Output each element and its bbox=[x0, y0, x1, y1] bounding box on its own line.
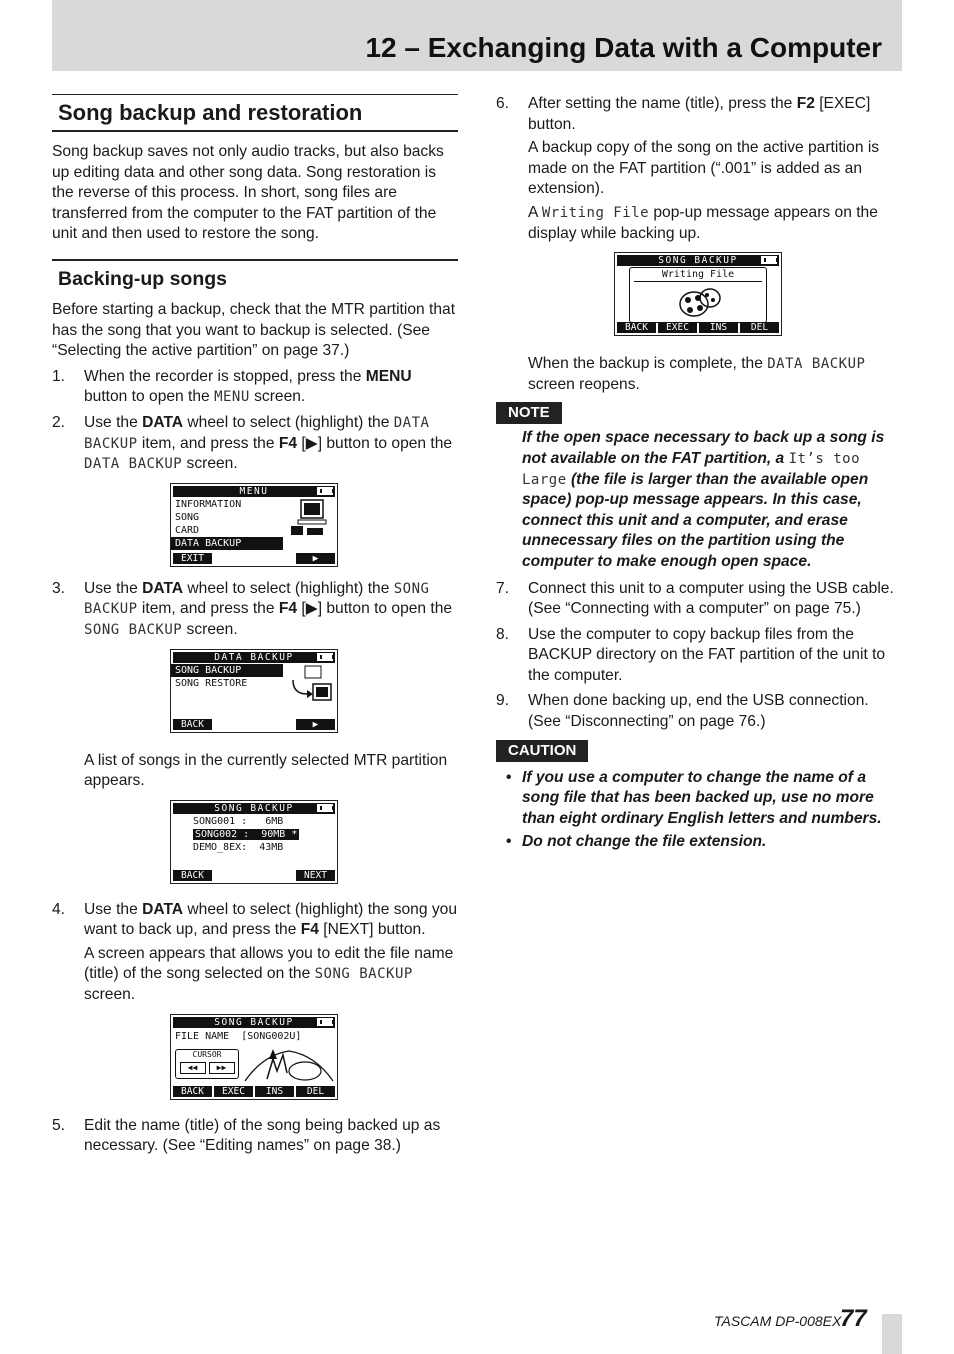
right-column bbox=[496, 94, 902, 856]
step-3 bbox=[52, 579, 458, 884]
step-number: 4. bbox=[52, 900, 66, 918]
step-note: A list of songs in the currently selected MTR partition appears. bbox=[84, 751, 448, 790]
key-name: DATA bbox=[142, 413, 184, 431]
lcd-term: DATA BACKUP bbox=[84, 414, 430, 452]
note-label: NOTE bbox=[496, 402, 562, 424]
screen-item-highlighted: DATA BACKUP bbox=[171, 537, 283, 550]
lcd-term: DATA BACKUP bbox=[84, 456, 183, 473]
screen-item-highlighted: SONG BACKUP bbox=[171, 664, 283, 677]
text: If the open space necessary to back up a song is not available on the FAT partition, a bbox=[522, 429, 885, 467]
fkey-back: BACK bbox=[173, 719, 212, 730]
battery-icon bbox=[761, 256, 777, 264]
fast-forward-icon: ▶▶ bbox=[209, 1062, 235, 1074]
page-number: 77 bbox=[840, 1305, 867, 1332]
caution-label: CAUTION bbox=[496, 740, 588, 762]
file-name-screen bbox=[170, 1014, 338, 1100]
step-text: Use the computer to copy backup files from the BACKUP directory on the FAT partition of the unit to the computer. bbox=[528, 625, 886, 684]
screen-titlebar bbox=[173, 486, 335, 497]
song-list-screen bbox=[170, 800, 338, 884]
step-number: 9. bbox=[496, 692, 510, 710]
lcd-term: SONG BACKUP bbox=[84, 621, 183, 638]
text: button to open the bbox=[84, 388, 215, 406]
step-number: 7. bbox=[496, 579, 510, 597]
fkey-ins: INS bbox=[699, 322, 738, 333]
battery-icon bbox=[317, 487, 333, 495]
fkey-blank bbox=[255, 553, 294, 564]
text: screen. bbox=[249, 388, 306, 406]
battery-icon bbox=[317, 653, 333, 661]
screen-item: INFORMATION bbox=[175, 498, 242, 510]
screen-list bbox=[171, 815, 337, 854]
fkey-back: BACK bbox=[617, 322, 656, 333]
text: pop-up message appears on the display while backing up. bbox=[528, 203, 878, 242]
text: wheel to select (highlight) the bbox=[183, 579, 394, 597]
text: [▶] button to open the bbox=[297, 434, 453, 452]
text: Use the bbox=[84, 900, 143, 918]
backup-transfer-icon bbox=[287, 664, 335, 706]
screen-list bbox=[171, 664, 283, 690]
lcd-term: It’s too Large bbox=[522, 450, 860, 488]
left-column bbox=[52, 94, 458, 1160]
fkey-next-arrow: ▶ bbox=[296, 719, 335, 730]
text: wheel to select (highlight) the bbox=[183, 413, 394, 431]
text: Use the bbox=[84, 579, 143, 597]
song-row-highlighted bbox=[189, 828, 337, 841]
step-text: Edit the name (title) of the song being backed up as necessary. (See “Editing names” on page 38.) bbox=[84, 1116, 441, 1155]
intro-paragraph: Song backup saves not only audio tracks, but also backs up editing data and other song data. Song restoration is the reverse of this process. In short, song files are transferred from the computer to the FAT partition of the unit and then used to restore the song. bbox=[52, 143, 444, 243]
caution-item: • If you use a computer to change the name of a song file that has been backed up, use no more than eight ordinary English letters and numbers. bbox=[496, 768, 902, 830]
key-name: DATA bbox=[142, 579, 184, 597]
key-name: DATA bbox=[142, 900, 184, 918]
screen-list bbox=[171, 498, 283, 550]
text: screen. bbox=[84, 986, 136, 1004]
cursor-label: CURSOR bbox=[192, 1049, 222, 1059]
key-name: F4 bbox=[278, 600, 298, 618]
text: screen. bbox=[182, 455, 238, 473]
text: Use the bbox=[84, 413, 143, 431]
sub-title: Backing-up songs bbox=[58, 267, 228, 290]
key-name: F4 bbox=[300, 921, 319, 939]
step-number: 1. bbox=[52, 367, 66, 385]
fkey-back: BACK bbox=[173, 1086, 212, 1097]
step-text bbox=[84, 900, 458, 941]
text: [EXEC] button. bbox=[528, 95, 871, 133]
fkey-blank bbox=[214, 870, 253, 881]
sub-intro-paragraph: Before starting a backup, check that the MTR partition that has the song that you want to backup is selected. (See “Selecting the active partition” on page 37.) bbox=[52, 300, 456, 360]
computer-icon bbox=[289, 498, 333, 538]
fkey-back: BACK bbox=[173, 870, 212, 881]
lcd-term: MENU bbox=[214, 389, 250, 406]
step-5 bbox=[52, 1116, 458, 1157]
battery-icon bbox=[317, 804, 333, 812]
file-name-line: FILE NAME [SONG002U] bbox=[175, 1030, 302, 1042]
text: [▶] button to open the bbox=[297, 600, 453, 618]
step-text bbox=[84, 367, 458, 408]
step-text bbox=[84, 413, 458, 475]
cursor-box bbox=[175, 1049, 239, 1079]
step-text: Connect this unit to a computer using the USB cable. (See “Connecting with a computer” on page 75.) bbox=[528, 579, 894, 618]
text: When the backup is complete, the bbox=[528, 355, 768, 373]
fkey-blank bbox=[255, 870, 294, 881]
cursor-buttons bbox=[176, 1062, 238, 1074]
fkey-del: DEL bbox=[296, 1086, 335, 1097]
text: item, and press the bbox=[137, 600, 279, 618]
step-number: 5. bbox=[52, 1116, 66, 1134]
text: A bbox=[528, 203, 542, 221]
note-body bbox=[496, 428, 902, 572]
step-text bbox=[84, 944, 458, 1006]
lcd-term: SONG BACKUP bbox=[84, 580, 430, 618]
fkey-exec: EXEC bbox=[658, 322, 697, 333]
fkey-blank bbox=[214, 553, 253, 564]
step-2 bbox=[52, 413, 458, 567]
menu-screen bbox=[170, 483, 338, 567]
key-name: F4 bbox=[278, 434, 298, 452]
screen-title: SONG BACKUP bbox=[214, 1016, 294, 1028]
lcd-term: SONG BACKUP bbox=[314, 966, 413, 983]
key-name: MENU bbox=[365, 367, 412, 385]
step-number: 6. bbox=[496, 95, 510, 112]
footer-brand: TASCAM DP-008EX bbox=[714, 1313, 842, 1329]
text: screen. bbox=[182, 620, 238, 638]
step-text bbox=[84, 579, 458, 641]
lcd-term: Writing File bbox=[541, 204, 650, 221]
writing-file-screen bbox=[614, 252, 782, 336]
screen-item: CARD bbox=[175, 524, 200, 536]
fkey-blank bbox=[255, 719, 294, 730]
screen-title: SONG BACKUP bbox=[658, 255, 738, 267]
screen-item: SONG RESTORE bbox=[175, 677, 248, 689]
step-number: 8. bbox=[496, 625, 510, 643]
fkey-exit: EXIT bbox=[173, 553, 212, 564]
song-row: SONG001 : 6MB bbox=[193, 815, 284, 827]
screen-titlebar bbox=[617, 255, 779, 266]
screen-function-keys bbox=[617, 322, 779, 333]
section-title: Song backup and restoration bbox=[58, 100, 363, 125]
step-4 bbox=[52, 900, 458, 1100]
rewind-icon: ◀◀ bbox=[180, 1062, 206, 1074]
screen-function-keys bbox=[173, 1086, 335, 1097]
battery-icon bbox=[317, 1018, 333, 1026]
fkey-exec: EXEC bbox=[214, 1086, 253, 1097]
text: screen reopens. bbox=[528, 375, 640, 393]
screen-title: DATA BACKUP bbox=[214, 651, 294, 663]
step-6 bbox=[496, 94, 902, 395]
fkey-blank bbox=[214, 719, 253, 730]
text: wheel to select (highlight) the song you want to back up, and press the bbox=[84, 900, 457, 939]
screen-titlebar bbox=[173, 1017, 335, 1028]
fkey-ins: INS bbox=[255, 1086, 294, 1097]
step-text bbox=[528, 94, 902, 135]
film-reel-icon bbox=[676, 284, 724, 320]
song-row: DEMO_8EX: 43MB bbox=[193, 841, 284, 853]
screen-title: MENU bbox=[239, 485, 269, 497]
step-7 bbox=[496, 579, 902, 620]
song-row-text: SONG002 : 90MB * bbox=[195, 828, 298, 840]
data-backup-screen bbox=[170, 649, 338, 733]
chapter-title: 12 – Exchanging Data with a Computer bbox=[365, 32, 882, 63]
fkey-del: DEL bbox=[740, 322, 779, 333]
text: (the file is larger than the available open space) pop-up message appears. In this case, connect this unit and a computer, and erase unnecessary files on the partition using the computer to make enough open space. bbox=[522, 470, 869, 570]
footer-tab bbox=[882, 1314, 902, 1354]
text: [NEXT] button. bbox=[318, 921, 426, 939]
step-8 bbox=[496, 625, 902, 687]
step-9 bbox=[496, 691, 902, 732]
text: A screen appears that allows you to edit the file name (title) of the song selected on the bbox=[84, 944, 454, 983]
screen-function-keys bbox=[173, 870, 335, 881]
header-band bbox=[52, 0, 902, 71]
step-text: A backup copy of the song on the active partition is made on the FAT partition (“.001” is added as an extension). bbox=[528, 139, 880, 198]
lcd-term: DATA BACKUP bbox=[767, 356, 866, 373]
step-text: When done backing up, end the USB connection. (See “Disconnecting” on page 76.) bbox=[528, 692, 869, 731]
popup-box bbox=[629, 267, 767, 323]
text: When the recorder is stopped, press the bbox=[84, 367, 366, 385]
step-1 bbox=[52, 367, 458, 408]
key-name: F2 bbox=[796, 95, 815, 112]
screen-title: SONG BACKUP bbox=[214, 802, 294, 814]
sub-heading bbox=[52, 259, 458, 294]
screen-titlebar bbox=[173, 652, 335, 663]
screen-function-keys bbox=[173, 553, 335, 564]
dial-hand-icon bbox=[243, 1045, 335, 1085]
text: item, and press the bbox=[137, 434, 279, 452]
step-number: 2. bbox=[52, 413, 66, 431]
fkey-next: NEXT bbox=[296, 870, 335, 881]
text: After setting the name (title), press the bbox=[528, 95, 797, 112]
screen-item: SONG bbox=[175, 511, 200, 523]
step-text bbox=[528, 203, 902, 244]
screen-titlebar bbox=[173, 803, 335, 814]
step-text bbox=[528, 354, 902, 395]
popup-message: Writing File bbox=[634, 268, 762, 282]
step-number: 3. bbox=[52, 579, 66, 597]
caution-item: • Do not change the file extension. bbox=[496, 832, 902, 853]
fkey-next-arrow: ▶ bbox=[296, 553, 335, 564]
screen-function-keys bbox=[173, 719, 335, 730]
section-heading bbox=[52, 94, 458, 132]
